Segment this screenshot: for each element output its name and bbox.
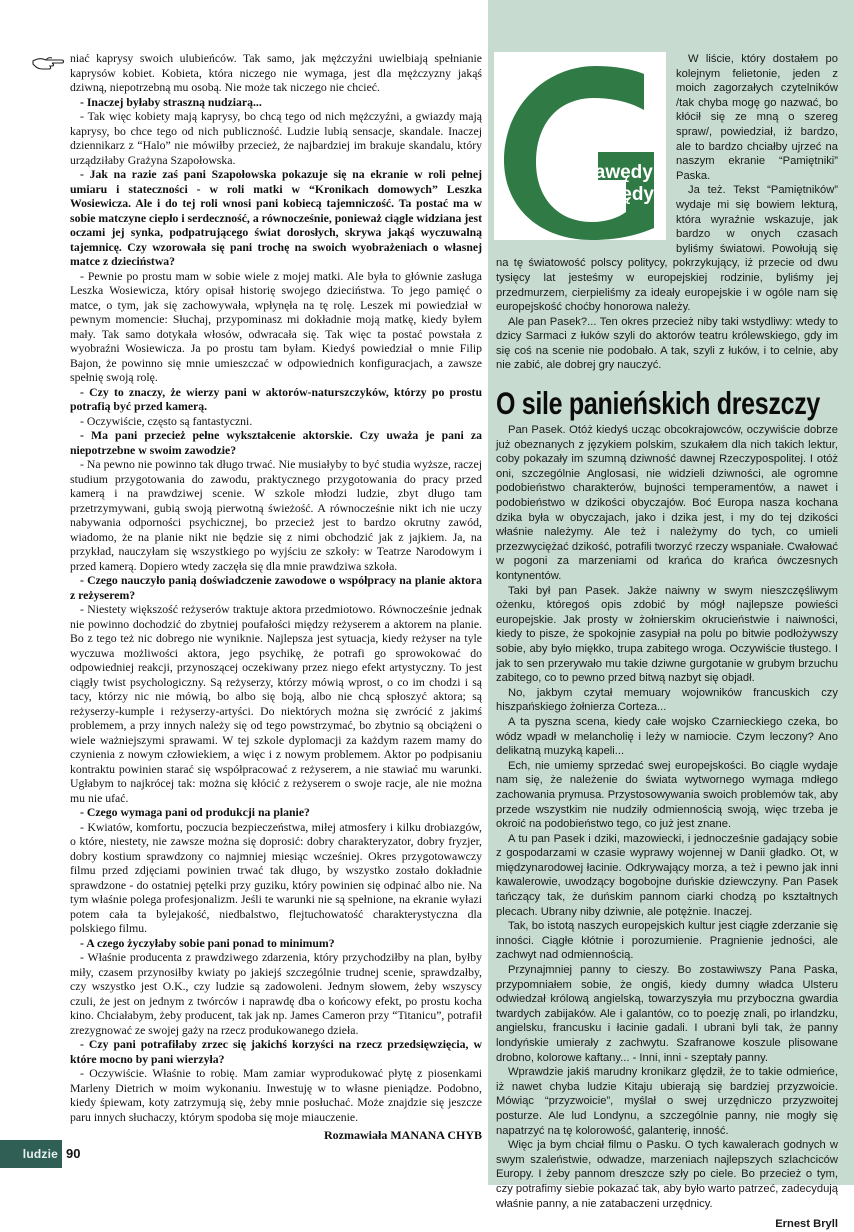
interview-question: - A czego życzyłaby sobie pani ponad to minimum?: [80, 936, 335, 950]
column-paragraph: Wprawdzie jakiś marudny kronikarz ględził, że to takie odmieńce, iż nawet chyba ludzie Kitaju ubierają się bardziej przyzwoicie. Mówiąc “przyzwoicie”, myślał o swej urzędniczo przyzwoitej posturze. Ale lud Londynu, a szczególnie panny, nie mogły się napatrzyć na tę kolorowość, galanterię, inność.: [496, 1066, 838, 1137]
interview-answer: - Oczywiście, często są fantastyczni.: [80, 414, 253, 428]
pointing-hand-icon: [32, 52, 66, 72]
column-paragraph: Tak, bo istotą naszych europejskich kultur jest ciągłe zderzanie się inności. Ciągłe kłótnie i porozumienie. Pragnienie jedności, ale zachwyt nad odmiennością.: [496, 920, 838, 962]
g-letter-logo-icon: [494, 52, 666, 240]
column-panel: [488, 0, 854, 1231]
column-paragraph: No, jakbym czytał memuary wojowników francuskich czy hiszpańskiego żołnierza Corteza...: [496, 686, 838, 714]
interview-question: - Czy to znaczy, że wierzy pani w aktorów-naturszczyków, którzy po prostu potrafią być przed kamerą.: [70, 385, 482, 413]
column-headline: O sile panieńskich dreszczy: [496, 386, 820, 422]
interview-answer: - Kwiatów, komfortu, poczucia bezpieczeństwa, miłej atmosfery i kilku drobiazgów, o które, niestety, nie zawsze można się doprosić: dobry charakteryzator, dobry fryzjer, dobry kostium sprawdzony co najmniej miesiąc wcześniej. Okres przygotowawczy filmu przed zdjęciami powinien trwać tak długo, by wszystko zostało dokładnie sprawdzone - do ostatniej pętelki przy guziku, który powinien się odpinać albo nie. Na tym właśnie polega profesjonalizm. Jeśli te warunki nie są spełnione, na ekranie wyłazi potem cała ta bylejakość, niedbalstwo, flejtuchowatość charakterystyczna dla polskiego filmu.: [70, 820, 482, 935]
column-intro-paragraph: Ale pan Pasek?... Ten okres przecież niby taki wstydliwy: wtedy to dzicy Sarmaci z łuków szyli do aktorów teatru królewskiego, gdy im się coś na scenie nie podobało. A tak, szyli z łuków, i to celnie, aby nie zabić, ale dobrej gry nauczyć.: [496, 315, 838, 372]
interview-answer: - Na pewno nie powinno tak długo trwać. Nie musiałyby to być studia wyższe, raczej studium przygotowania do zawodu, praktycznego przygotowania do pracy przed kamerą i na prawdziwej scenie. W szkole młodzi ludzie, zbyt długo tam przetrzymywani, gubią swoją pierwotną świeżość. A równocześnie nikt ich nie uczy nabywania odporności psychicznej, bo przecież jest to bardzo okrutny zawód, wiadomo, że na planie nikt nie będzie się z nimi obchodzić jak z jajkiem. Ja, na przykład, nauczyłam się wszystkiego po wyjściu ze szkoły: w Teatrze Narodowym i przed kamerą. Dopiero wtedy zaczęła się dla mnie prawdziwa szkoła.: [70, 458, 482, 573]
interview-question: - Inaczej byłaby straszną nudziarą...: [80, 95, 262, 109]
interview-question: - Czego wymaga pani od produkcji na planie?: [80, 806, 310, 819]
interview-column: [70, 52, 482, 1143]
column-text: [496, 52, 838, 1232]
column-paragraph: Pan Pasek. Otóż kiedyś ucząc obcokrajowców, oczywiście dobrze już obeznanych z językiem polskim, szukałem dla nich takich lektur, coby pokazały im szumną dziwność dawnej Rzeczypospolitej. I otóż oni, szczególnie Anglosasi, nie widzieli dziwności, ale ogromne podobieństwo charakterów, bujności temperamentów, a nawet i podobieństwo w dzikości obyczajów. Boć Europa nasza kochana dzika była w obyczajach, jako i dzika jest, i my do tej dzikości właśnie należymy. Ale też i należymy do tych, co umieli przezwyciężać dzikość, potrafili tworzyć rzeczy wspaniałe. Cwałować w pogoni za marzeniami od krańca do krańca ówczesnych kontynentów.: [496, 424, 838, 582]
column-logo: [494, 52, 666, 240]
interview-question: - Ma pani przecież pełne wykształcenie aktorskie. Czy uważa je pani za niepotrzebne w swoim zawodzie?: [70, 429, 482, 457]
logo-text-line2: z grzędy: [577, 184, 655, 205]
interview-question: - Jak na razie zaś pani Szapołowska pokazuje się na ekranie w roli pełnej umiaru i stateczności - w roli matki w “Kronikach domowych” Leszka Wosiewicza. Ale i do tej roli wnosi pani kobiecą tajemniczość. Ta postać ma w sobie matczyne ciepło i serdeczność, a równocześnie, ponieważ ciągle widziana jest oczami jej synka, podpatrującego świat dorosłych, skrywa jakąś wyczuwalną tajemnicę. Czy wzorowała się pani trochę na swoich wyobrażeniach o własnej matce z dzieciństwa?: [70, 168, 482, 268]
column-paragraph: Ech, nie umiemy sprzedać swej europejskości. Bo ciągle wydaje nam się, że należenie do świata wytwornego wymaga mdłego zachowania prymusa. Przystosowywania swoich problemów tak, aby przede wszystkim nie nudziły odmiennością swoją, więc trzeba je okroić na podobieństwo tego, co już jest znane.: [496, 759, 838, 831]
interview-answer: - Niestety większość reżyserów traktuje aktora przedmiotowo. Równocześnie jednak nie powinno dochodzić do zbytniej poufałości między reżyserem a aktorem na planie. Bo z tego też nic dobrego nie wyniknie. Najlepsza jest sytuacja, kiedy reżyser na tyle wyczuwa możliwości aktora, jego psychikę, że potrafi go sprowokować do odpowiedniej reakcji, przynoszącej oczekiwany przez niego efekt artystyczny. To jest ciągły twist psychologiczny. Są reżyserzy, którzy mówią wprost, o co im chodzi i są tacy, którzy nic nie mówią, bo albo się boją, albo nie chcą spłoszyć aktora; są reżyserzy-kumple i reżyserzy-artyści. Do niektórych można się zwrócić z jakimś problemem, a przy innych należy się od tego powstrzymać, bo zbytnio są obciążeni o wiele ważniejszymi sprawami. W tej szkole dyplomacji za każdym razem mamy do czynienia z nowym człowiekiem, a więc i z nowym problemem. Aktor po podpisaniu kontraktu powinien starać się współpracować z reżyserem, a nie stawiać mu warunki. Ugłabym to najkrócej tak: można się kłócić z reżyserem o swoje racje, ale nie można mu nie ufać.: [70, 603, 482, 805]
column-author: Ernest Bryll: [775, 1218, 838, 1231]
column-intro-paragraph: W liście, który dostałem po kolejnym felietonie, jeden z moich zagorzałych czytelników /tak chyba mogę go nazwać, bo kłócił się ze mną o szereg spraw/, powiedział, iż bardzo, ale to bardzo chciałby ujrzeć na naszym ekranie “Pamiętniki” Paska.: [676, 53, 838, 182]
interview-answer: - Pewnie po prostu mam w sobie wiele z mojej matki. Ale była to głównie zasługa Leszka Wosiewicza, który opisał historię swojego dzieciństwa. To jego pamięć o matce, o tym, jak się zachowywała, wpłynęła na tę rolę. Leszek mi powiedział w pewnym momencie: Słuchaj, przypominasz mi dokładnie moją matkę, kiedy byłem mały. Tak samo dotykała włosów, odwracała się. Tak więc ta postać powstała z wyobraźni Wosiewicza. Ja po prostu tam byłam. Kiedyś powiedział o mnie Filip Bajon, że powinno się mnie umieszczać w odpowiednich konfiguracjach, a zawsze spełnię swoją rolę.: [70, 269, 482, 384]
page-number: 90: [66, 1146, 81, 1161]
column-paragraph: A ta pyszna scena, kiedy całe wojsko Czarnieckiego czeka, bo wódz wpadł w melancholię i leży w namiocie. Czym leczony? Ano delikatną muzyką kapeli...: [496, 715, 838, 758]
interview-answer: - Tak więc kobiety mają kaprysy, bo chcą tego od nich mężczyźni, a gwiazdy mają kaprysy, bo chce tego od nich publiczność. Ludzie lubią sensacje, skandale. Inaczej dziennikarz z “Halo” nie mówiłby przecież, że najbardziej im brakuje skandalu, który urządziłaby Grażyna Szapołowska.: [70, 110, 482, 167]
column-intro-paragraph: Ja też. Tekst “Pamiętników” wydaje mi się bowiem lekturą, która wyraźnie wskazuje, jak bardzo w onych czasach byliśmy światowi. Powołują się na tę światowość polscy politycy, pokrzykujący, iż przecie od dwu tysięcy lat jesteśmy w europejskiej rodzinie, byliśmy jej przedmurzem, cierpieliśmy za ideały europejskie i w ogóle nam się europejskość choćby honorowa należy.: [496, 184, 838, 314]
logo-text-line1: gawędy: [583, 162, 653, 183]
interview-answer: - Właśnie producenta z prawdziwego zdarzenia, który przychodziłby na plan, byłby miły, czasem przynosiłby kwiaty po jakiejś szczególnie trudnej scenie, sprawdzałby, czy wszystko jest O.K., czy ludzie są zadowoleni. Jednym słowem, żeby wszyscy czuli, że jest on jednym z twórców i naprawdę dba o końcowy efekt, po prostu kocha kino. Chciałabym, żeby producent, tak jak np. James Cameron przy “Titanicu”, potrafił zrezygnować ze swojej gaży na rzecz produkowanego dzieła.: [70, 951, 482, 1037]
section-tab: [0, 1140, 62, 1168]
column-paragraph: Taki był pan Pasek. Jakże naiwny w swym nieszczęśliwym ożenku, któregoś opis zdobić by mógł najlepsze powieści europejskie. Jak prosty w żołnierskim okrucieństwie i naiwności, kiedy to pisze, że spokojnie zasypiał na polu po bitwie podłożywszy sobie, aby było miękko, trupa zabitego wroga. Oczywiście tłustego. I jak to sen przerywało mu takie dziwne gurgotanie w grubym brzuchu zabitego, co to pewno przed bitwą nazbyt się objadł.: [496, 584, 838, 685]
interview-question: - Czy pani potrafiłaby zrzec się jakichś korzyści na rzecz przedsięwzięcia, w które mocno by pani wierzyła?: [70, 1038, 482, 1066]
column-paragraph: Przynajmniej panny to cieszy. Bo zostawiwszy Pana Paska, przypomniałem sobie, że ongiś, kiedy dumny władca Ulsteru odwiedzał królową angielską, towarzyszyła mu przyboczna gwardia twardych zabijaków. Ale i galantów, co to poezję znali, po irlandzku, angielsku, francusku i łacinie gadali. I ubrani byli tak, że panny londyńskie umierały z zachwytu. Szafranowe koszule plisowane drobno, kolorowe kaftany... - Inni, inni - szeptały panny.: [496, 964, 838, 1064]
interview-signature: Rozmawiała MANANA CHYB: [324, 1128, 482, 1142]
column-paragraph: Więc ja bym chciał filmu o Pasku. O tych kawalerach godnych w swym szaleństwie, odwadze, marzeniach najlepszych szlachciców Europy. I żeby pannom dreszcze szły po ciele. Bo przecież o tym, czy potrafimy siebie pokazać tak, aby było warto patrzeć, zadecydują właśnie panny, a nie zatabaczeni urzędnicy.: [496, 1139, 839, 1210]
interview-answer: niać kaprysy swoich ulubieńców. Tak samo, jak mężczyźni uwielbiają spełnianie kaprysów kobiet. Kobieta, która niczego nie wymaga, jest dla mężczyzny jakąś dziwną, niepotrzebną mu osobą. Nie może tak niczego nie chcieć.: [70, 52, 482, 94]
column-paragraph: A tu pan Pasek i dziki, mazowiecki, i jednocześnie gadający sobie z gospodarzami w czasie wyprawy wojennej w Danii gładko. Ot, w międzynarodowej łacinie. Odkrywający morza, a też i pewno jak inni kawalerowie, uwodzący bogobojne duńskie dziewczyny. Pan Pasek tańczący tak, że duńskim pannom ciarki chodzą po kształtnych plecach. Ubrany niby dziwnie, ale potężnie. Inaczej.: [496, 832, 838, 918]
column-body: [496, 423, 838, 1211]
interview-answer: - Oczywiście. Właśnie to robię. Mam zamiar wyprodukować płytę z piosenkami Marleny Dietrich w moim wykonaniu. Inwestuję w to własne pieniądze. Podobno, kiedy śpiewam, koty zatrzymują się, żeby mnie posłuchać. Może znajdzie się jeszcze paru innych słuchaczy, którym spodoba się moje miauczenie.: [70, 1067, 482, 1124]
section-label: ludzie: [22, 1147, 58, 1161]
interview-question: - Czego nauczyło panią doświadczenie zawodowe o współpracy na planie aktora z reżyserem?: [70, 574, 482, 602]
